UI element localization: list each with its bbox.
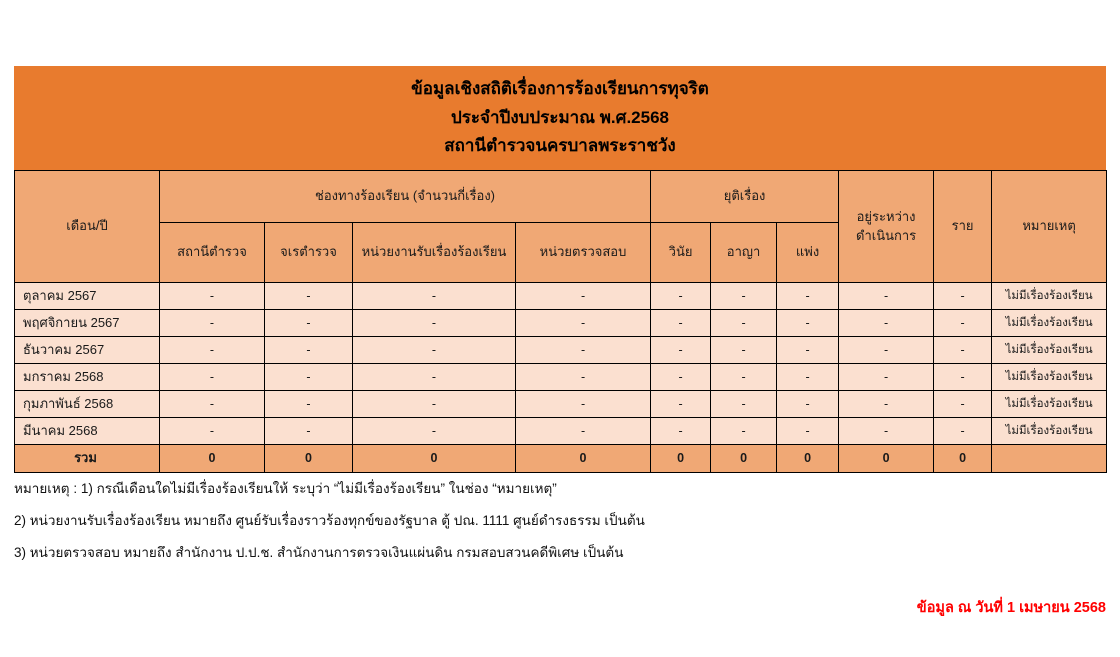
cell-total-civil: 0: [777, 445, 839, 473]
footnote-2: 2) หน่วยงานรับเรื่องร้องเรียน หมายถึง ศูนย์รับเรื่องราวร้องทุกข์ของรัฐบาล ตู้ ปณ. 1111 ศูนย์ดำรงธรรม เป็นต้น: [14, 513, 645, 529]
cell-in-progress: -: [839, 364, 934, 391]
cell-total-police-station: 0: [160, 445, 265, 473]
cell-audit-unit: -: [516, 283, 651, 310]
cell-receiving-agency: -: [353, 364, 516, 391]
cell-count: -: [934, 337, 992, 364]
table-row: [15, 283, 1107, 310]
table-header-group-row: [15, 171, 1107, 223]
table-row: [15, 310, 1107, 337]
col-header-police-inspector: จเรตำรวจ: [265, 223, 353, 283]
cell-remark: ไม่มีเรื่องร้องเรียน: [992, 364, 1107, 391]
cell-criminal: -: [711, 364, 777, 391]
col-header-police-station: สถานีตำรวจ: [160, 223, 265, 283]
cell-police-station: -: [160, 391, 265, 418]
cell-receiving-agency: -: [353, 283, 516, 310]
cell-month: ตุลาคม 2567: [15, 283, 160, 310]
table-header: [15, 171, 1107, 283]
cell-audit-unit: -: [516, 337, 651, 364]
cell-remark: ไม่มีเรื่องร้องเรียน: [992, 337, 1107, 364]
cell-civil: -: [777, 310, 839, 337]
complaint-statistics-table: [14, 170, 1107, 473]
title-line-1: ข้อมูลเชิงสถิติเรื่องการร้องเรียนการทุจริต: [411, 79, 709, 99]
cell-month: มีนาคม 2568: [15, 418, 160, 445]
cell-civil: -: [777, 337, 839, 364]
table-row: [15, 364, 1107, 391]
table-total-row: [15, 445, 1107, 473]
cell-total-audit-unit: 0: [516, 445, 651, 473]
cell-audit-unit: -: [516, 418, 651, 445]
cell-remark: ไม่มีเรื่องร้องเรียน: [992, 391, 1107, 418]
cell-count: -: [934, 364, 992, 391]
cell-remark: ไม่มีเรื่องร้องเรียน: [992, 310, 1107, 337]
cell-criminal: -: [711, 391, 777, 418]
table-row: [15, 337, 1107, 364]
cell-discipline: -: [651, 364, 711, 391]
cell-month: กุมภาพันธ์ 2568: [15, 391, 160, 418]
cell-receiving-agency: -: [353, 337, 516, 364]
col-group-header-channel: ช่องทางร้องเรียน (จำนวนกี่เรื่อง): [160, 171, 651, 223]
cell-month: ธันวาคม 2567: [15, 337, 160, 364]
cell-discipline: -: [651, 310, 711, 337]
col-header-audit-unit: หน่วยตรวจสอบ: [516, 223, 651, 283]
cell-civil: -: [777, 391, 839, 418]
cell-remark: ไม่มีเรื่องร้องเรียน: [992, 418, 1107, 445]
footnotes-block: [14, 480, 1014, 577]
cell-remark: ไม่มีเรื่องร้องเรียน: [992, 283, 1107, 310]
col-header-in-progress-line1: อยู่ระหว่าง: [856, 208, 916, 224]
cell-civil: -: [777, 283, 839, 310]
cell-receiving-agency: -: [353, 391, 516, 418]
cell-total-in-progress: 0: [839, 445, 934, 473]
cell-police-station: -: [160, 418, 265, 445]
cell-count: -: [934, 418, 992, 445]
cell-police-station: -: [160, 364, 265, 391]
cell-criminal: -: [711, 283, 777, 310]
cell-police-inspector: -: [265, 283, 353, 310]
col-header-civil: แพ่ง: [777, 223, 839, 283]
cell-in-progress: -: [839, 310, 934, 337]
cell-total-receiving-agency: 0: [353, 445, 516, 473]
cell-police-inspector: -: [265, 337, 353, 364]
cell-criminal: -: [711, 310, 777, 337]
cell-audit-unit: -: [516, 310, 651, 337]
cell-count: -: [934, 310, 992, 337]
cell-receiving-agency: -: [353, 418, 516, 445]
table-body: [15, 283, 1107, 473]
document-title-banner: [14, 66, 1106, 170]
table-row: [15, 418, 1107, 445]
cell-receiving-agency: -: [353, 310, 516, 337]
footnote-3: 3) หน่วยตรวจสอบ หมายถึง สำนักงาน ป.ป.ช. สำนักงานการตรวจเงินแผ่นดิน กรมสอบสวนคดีพิเศษ เป็นต้น: [14, 545, 624, 561]
col-header-criminal: อาญา: [711, 223, 777, 283]
cell-police-station: -: [160, 337, 265, 364]
col-header-in-progress: [839, 171, 934, 283]
cell-discipline: -: [651, 391, 711, 418]
cell-month: มกราคม 2568: [15, 364, 160, 391]
cell-total-remark: [992, 445, 1107, 473]
cell-criminal: -: [711, 418, 777, 445]
cell-audit-unit: -: [516, 364, 651, 391]
title-line-2: ประจำปีงบประมาณ พ.ศ.2568: [450, 107, 669, 127]
col-header-remark: หมายเหตุ: [992, 171, 1107, 283]
cell-total-police-inspector: 0: [265, 445, 353, 473]
table-row: [15, 391, 1107, 418]
cell-police-station: -: [160, 310, 265, 337]
title-line-3: สถานีตำรวจนครบาลพระราชวัง: [444, 136, 676, 156]
cell-police-inspector: -: [265, 391, 353, 418]
footnote-1: หมายเหตุ : 1) กรณีเดือนใดไม่มีเรื่องร้องเรียนให้ ระบุว่า “ไม่มีเรื่องร้องเรียน” ในช่อง “หมายเหตุ”: [14, 481, 557, 496]
cell-police-inspector: -: [265, 418, 353, 445]
cell-civil: -: [777, 364, 839, 391]
cell-police-inspector: -: [265, 364, 353, 391]
col-group-header-closed: ยุติเรื่อง: [651, 171, 839, 223]
cell-count: -: [934, 391, 992, 418]
cell-month: พฤศจิกายน 2567: [15, 310, 160, 337]
cell-discipline: -: [651, 337, 711, 364]
col-header-count: ราย: [934, 171, 992, 283]
cell-count: -: [934, 283, 992, 310]
cell-audit-unit: -: [516, 391, 651, 418]
as-of-date-label: ข้อมูล ณ วันที่ 1 เมษายน 2568: [916, 600, 1106, 616]
cell-in-progress: -: [839, 337, 934, 364]
cell-discipline: -: [651, 283, 711, 310]
cell-total-discipline: 0: [651, 445, 711, 473]
cell-in-progress: -: [839, 391, 934, 418]
cell-police-inspector: -: [265, 310, 353, 337]
cell-civil: -: [777, 418, 839, 445]
cell-police-station: -: [160, 283, 265, 310]
cell-discipline: -: [651, 418, 711, 445]
cell-total-label: รวม: [15, 445, 160, 473]
cell-total-count: 0: [934, 445, 992, 473]
col-header-discipline: วินัย: [651, 223, 711, 283]
col-header-month: เดือน/ปี: [15, 171, 160, 283]
col-header-receiving-agency: หน่วยงานรับเรื่องร้องเรียน: [353, 223, 516, 283]
cell-criminal: -: [711, 337, 777, 364]
col-header-in-progress-line2: ดำเนินการ: [856, 227, 917, 243]
cell-in-progress: -: [839, 418, 934, 445]
cell-total-criminal: 0: [711, 445, 777, 473]
cell-in-progress: -: [839, 283, 934, 310]
